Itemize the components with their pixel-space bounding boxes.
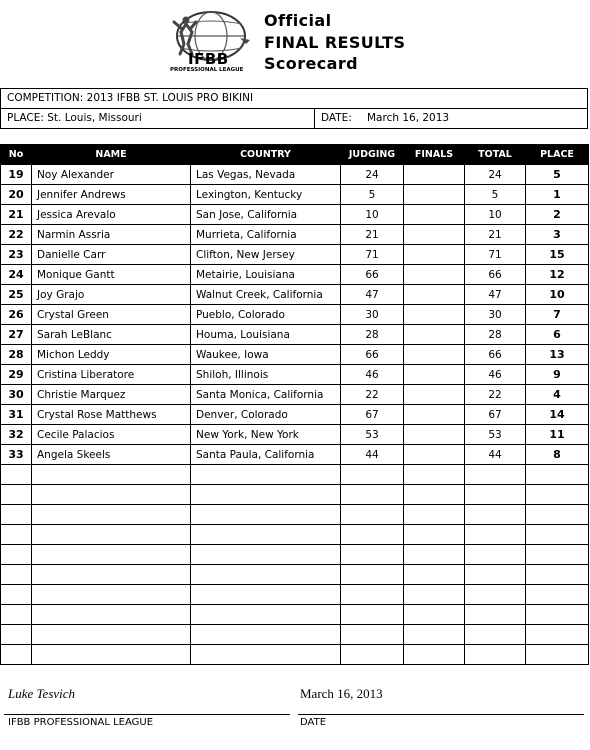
finals-score [404,265,465,285]
total-score [465,525,526,545]
final-place: 8 [526,445,589,465]
final-place [526,565,589,585]
finals-score [404,605,465,625]
ifbb-logo [166,10,256,76]
competitor-name: Crystal Green [32,305,191,325]
total-score: 5 [465,185,526,205]
competitor-number: 30 [1,385,32,405]
judging-score: 46 [341,365,404,385]
competitor-country [191,465,341,485]
competitor-country: Santa Monica, California [191,385,341,405]
competitor-country: Houma, Louisiana [191,325,341,345]
competitor-number [1,645,32,665]
final-place [526,485,589,505]
competitor-name: Sarah LeBlanc [32,325,191,345]
table-row [1,545,589,565]
competitor-country [191,565,341,585]
total-score: 46 [465,365,526,385]
judging-score: 44 [341,445,404,465]
table-row [1,465,589,485]
judging-score [341,505,404,525]
signature-line-left [4,714,290,715]
competitor-country [191,605,341,625]
competitor-name [32,585,191,605]
finals-score [404,205,465,225]
signature-label-date: DATE [300,717,327,728]
competitor-name: Michon Leddy [32,345,191,365]
final-place [526,505,589,525]
final-place: 5 [526,165,589,185]
finals-score [404,325,465,345]
final-place: 11 [526,425,589,445]
total-score: 66 [465,265,526,285]
judging-score: 22 [341,385,404,405]
col-header-country: COUNTRY [191,145,341,165]
finals-score [404,405,465,425]
competitor-number [1,605,32,625]
final-place: 14 [526,405,589,425]
scorecard-title [264,10,405,75]
final-place: 10 [526,285,589,305]
competitor-name: Cristina Liberatore [32,365,191,385]
table-row [1,165,589,185]
final-place: 1 [526,185,589,205]
competitor-name: Angela Skeels [32,445,191,465]
table-row [1,325,589,345]
date-label: DATE: [321,112,352,124]
competitor-name: Crystal Rose Matthews [32,405,191,425]
judging-score: 53 [341,425,404,445]
judging-score: 21 [341,225,404,245]
finals-score [404,485,465,505]
competitor-country: Clifton, New Jersey [191,245,341,265]
table-header-row [1,145,589,165]
competitor-country: Las Vegas, Nevada [191,165,341,185]
competitor-number: 27 [1,325,32,345]
competitor-name: Danielle Carr [32,245,191,265]
competitor-country: Pueblo, Colorado [191,305,341,325]
competitor-number: 24 [1,265,32,285]
table-row [1,625,589,645]
finals-score [404,505,465,525]
competitor-country: Santa Paula, California [191,445,341,465]
competitor-country [191,545,341,565]
finals-score [404,565,465,585]
total-score: 47 [465,285,526,305]
final-place [526,625,589,645]
competitor-number [1,565,32,585]
col-header-place: PLACE [526,145,589,165]
col-header-name: NAME [32,145,191,165]
col-header-no: No [1,145,32,165]
competitor-number: 28 [1,345,32,365]
competitor-name [32,465,191,485]
finals-score [404,465,465,485]
table-row [1,285,589,305]
signature-line-right [298,714,584,715]
competitor-country: Shiloh, Illinois [191,365,341,385]
total-score [465,465,526,485]
competitor-name: Christie Marquez [32,385,191,405]
signer-signature: Luke Tesvich [8,686,76,701]
competitor-number [1,585,32,605]
logo-subtext: PROFESSIONAL LEAGUE [170,67,244,73]
judging-score: 24 [341,165,404,185]
final-place [526,545,589,565]
competitor-country [191,645,341,665]
competitor-country [191,505,341,525]
competitor-country [191,485,341,505]
table-row [1,205,589,225]
table-row [1,345,589,365]
finals-score [404,245,465,265]
competitor-name [32,525,191,545]
competitor-country [191,585,341,605]
table-row [1,485,589,505]
competitor-country: Walnut Creek, California [191,285,341,305]
final-place: 12 [526,265,589,285]
competitor-number [1,545,32,565]
title-line-final-results: FINAL RESULTS [264,32,406,52]
table-row [1,565,589,585]
competitor-country: Metairie, Louisiana [191,265,341,285]
competitor-name: Joy Grajo [32,285,191,305]
total-score: 30 [465,305,526,325]
total-score: 53 [465,425,526,445]
final-place [526,585,589,605]
finals-score [404,425,465,445]
finals-score [404,305,465,325]
competitor-name [32,565,191,585]
finals-score [404,545,465,565]
total-score [465,485,526,505]
competitor-number: 22 [1,225,32,245]
total-score [465,645,526,665]
finals-score [404,225,465,245]
final-place: 4 [526,385,589,405]
col-header-finals: FINALS [404,145,465,165]
judging-score [341,545,404,565]
judging-score [341,585,404,605]
date-value: March 16, 2013 [367,112,450,124]
competitor-number: 26 [1,305,32,325]
total-score: 24 [465,165,526,185]
competitor-number [1,485,32,505]
competitor-number [1,465,32,485]
total-score [465,545,526,565]
judging-score: 30 [341,305,404,325]
competitor-number [1,625,32,645]
competitor-number [1,505,32,525]
total-score [465,625,526,645]
judging-score [341,605,404,625]
finals-score [404,525,465,545]
competitor-name [32,605,191,625]
competitor-name [32,625,191,645]
table-row [1,185,589,205]
finals-score [404,645,465,665]
competitor-number: 23 [1,245,32,265]
competitor-number [1,525,32,545]
finals-score [404,285,465,305]
final-place [526,525,589,545]
total-score [465,565,526,585]
competitor-country: San Jose, California [191,205,341,225]
judging-score [341,485,404,505]
final-place [526,605,589,625]
competitor-number: 31 [1,405,32,425]
final-place: 3 [526,225,589,245]
competitor-country [191,625,341,645]
total-score [465,585,526,605]
table-row [1,445,589,465]
judging-score: 47 [341,285,404,305]
judging-score: 71 [341,245,404,265]
competitor-number: 21 [1,205,32,225]
total-score: 44 [465,445,526,465]
total-score: 10 [465,205,526,225]
final-place: 6 [526,325,589,345]
judging-score: 67 [341,405,404,425]
logo-text: IFBB [188,50,229,68]
table-row [1,645,589,665]
total-score: 28 [465,325,526,345]
competitor-number: 29 [1,365,32,385]
judging-score: 5 [341,185,404,205]
total-score: 21 [465,225,526,245]
total-score: 67 [465,405,526,425]
competitor-country: Denver, Colorado [191,405,341,425]
table-row [1,265,589,285]
final-place: 7 [526,305,589,325]
col-header-judging: JUDGING [341,145,404,165]
judging-score [341,525,404,545]
finals-score [404,345,465,365]
competitor-number: 32 [1,425,32,445]
signed-date: March 16, 2013 [300,686,383,701]
finals-score [404,165,465,185]
final-place [526,645,589,665]
table-row [1,405,589,425]
finals-score [404,585,465,605]
competitor-country: Waukee, Iowa [191,345,341,365]
finals-score [404,365,465,385]
judging-score [341,565,404,585]
table-row [1,585,589,605]
table-row [1,225,589,245]
finals-score [404,385,465,405]
total-score: 66 [465,345,526,365]
competitor-name [32,645,191,665]
signature-label-org: IFBB PROFESSIONAL LEAGUE [8,717,154,728]
finals-score [404,445,465,465]
table-row [1,385,589,405]
competitor-country [191,525,341,545]
competitor-name [32,545,191,565]
competitor-number: 20 [1,185,32,205]
finals-score [404,185,465,205]
competition-text: COMPETITION: 2013 IFBB ST. LOUIS PRO BIKINI [7,92,254,104]
competitor-number: 19 [1,165,32,185]
finals-score [404,625,465,645]
competitor-name [32,485,191,505]
competition-info-box [0,88,588,129]
results-table [0,144,589,665]
title-line-scorecard: Scorecard [264,54,358,73]
table-row [1,425,589,445]
table-row [1,605,589,625]
results-body [1,165,589,665]
total-score [465,505,526,525]
judging-score [341,625,404,645]
competitor-name [32,505,191,525]
judging-score [341,645,404,665]
final-place: 9 [526,365,589,385]
info-divider [314,109,315,129]
competitor-name: Cecile Palacios [32,425,191,445]
competitor-number: 25 [1,285,32,305]
competitor-country: Lexington, Kentucky [191,185,341,205]
total-score: 22 [465,385,526,405]
col-header-total: TOTAL [465,145,526,165]
table-row [1,365,589,385]
judging-score: 10 [341,205,404,225]
final-place: 15 [526,245,589,265]
table-row [1,525,589,545]
judging-score: 66 [341,345,404,365]
total-score: 71 [465,245,526,265]
table-row [1,505,589,525]
judging-score: 28 [341,325,404,345]
table-row [1,305,589,325]
judging-score: 66 [341,265,404,285]
competitor-country: Murrieta, California [191,225,341,245]
place-text: PLACE: St. Louis, Missouri [7,112,142,124]
competitor-name: Monique Gantt [32,265,191,285]
competitor-name: Jennifer Andrews [32,185,191,205]
competition-row [1,89,587,109]
competitor-name: Narmin Assria [32,225,191,245]
final-place: 13 [526,345,589,365]
total-score [465,605,526,625]
competitor-name: Noy Alexander [32,165,191,185]
title-line-official: Official [264,11,332,30]
competitor-number: 33 [1,445,32,465]
final-place: 2 [526,205,589,225]
final-place [526,465,589,485]
competitor-name: Jessica Arevalo [32,205,191,225]
competitor-country: New York, New York [191,425,341,445]
table-row [1,245,589,265]
judging-score [341,465,404,485]
